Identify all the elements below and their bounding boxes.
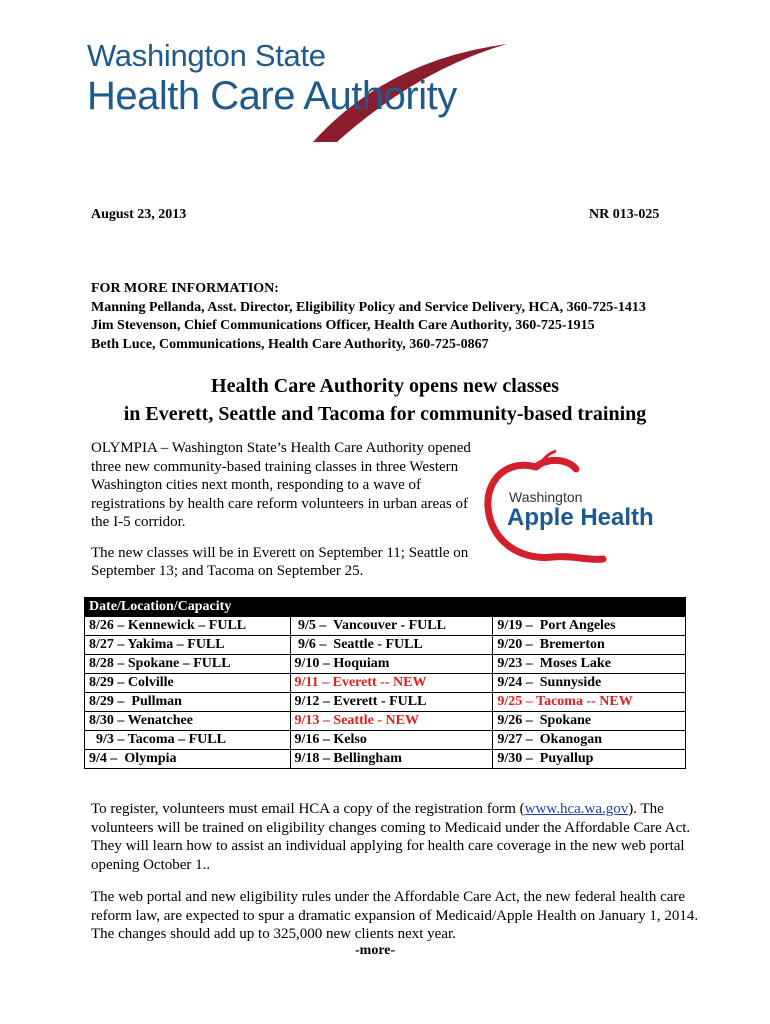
- table-header: Date/Location/Capacity: [85, 598, 686, 617]
- headline-line-1: Health Care Authority opens new classes: [211, 375, 559, 397]
- apple-logo-line-1: Washington: [509, 489, 583, 505]
- table-row: [85, 655, 686, 674]
- release-number: NR 013-025: [589, 207, 660, 222]
- apple-health-logo: [478, 449, 702, 566]
- table-cell: 9/16 – Kelso: [290, 731, 493, 750]
- table-header-row: [85, 598, 686, 617]
- table-cell: 9/23 – Moses Lake: [493, 655, 686, 674]
- table-cell: 8/29 – Pullman: [85, 693, 291, 712]
- table-cell: 9/24 – Sunnyside: [493, 674, 686, 693]
- headline: [70, 372, 700, 428]
- table-row: [85, 693, 686, 712]
- apple-logo-line-2: Apple Health: [507, 504, 654, 531]
- table-cell: 8/29 – Colville: [85, 674, 291, 693]
- table-cell: 8/30 – Wenatchee: [85, 712, 291, 731]
- table-cell: 9/13 – Seattle - NEW: [290, 712, 493, 731]
- contact-heading: FOR MORE INFORMATION:: [91, 281, 279, 296]
- table-cell: 8/27 – Yakima – FULL: [85, 636, 291, 655]
- portal-paragraph: The web portal and new eligibility rules under the Affordable Care Act, the new federal health care reform law, are expected to spur a dramatic expansion of Medicaid/Apple Health on January 1, 2014. The changes should add up to 325,000 new clients next year.: [91, 889, 699, 942]
- table-cell: 9/26 – Spokane: [493, 712, 686, 731]
- intro-paragraph-2: The new classes will be in Everett on September 11; Seattle on September 13; and Tacoma on September 25.: [91, 544, 469, 579]
- table-cell: 9/6 – Seattle - FULL: [290, 636, 493, 655]
- table-cell: 9/20 – Bremerton: [493, 636, 686, 655]
- table-row: [85, 617, 686, 636]
- table-cell: 9/5 – Vancouver - FULL: [290, 617, 493, 636]
- table-cell: 9/12 – Everett - FULL: [290, 693, 493, 712]
- register-paragraph: [91, 800, 691, 874]
- table-cell: 9/18 – Bellingham: [290, 750, 493, 769]
- hca-website-link[interactable]: www.hca.wa.gov: [524, 801, 629, 817]
- more-marker: -more-: [355, 943, 396, 958]
- table-row: [85, 750, 686, 769]
- table-cell: 9/10 – Hoquiam: [290, 655, 493, 674]
- headline-line-2: in Everett, Seattle and Tacoma for community-based training: [123, 403, 647, 425]
- contact-line: Jim Stevenson, Chief Communications Officer, Health Care Authority, 360-725-1915: [91, 318, 595, 333]
- schedule-table: [84, 597, 686, 769]
- hca-logo: [87, 30, 512, 150]
- table-cell: 9/19 – Port Angeles: [493, 617, 686, 636]
- table-cell: 9/3 – Tacoma – FULL: [85, 731, 291, 750]
- logo-line-2: Health Care Authority: [87, 74, 457, 118]
- table-row: [85, 674, 686, 693]
- register-text-before: To register, volunteers must email HCA a copy of the registration form (: [91, 801, 525, 817]
- table-cell: 9/25 – Tacoma -- NEW: [493, 693, 686, 712]
- table-cell: 9/27 – Okanogan: [493, 731, 686, 750]
- intro-paragraph-1: OLYMPIA – Washington State’s Health Care Authority opened three new community-based training classes in three Western Washington cities next month, responding to a wave of registrations by health care reform volunteers in urban areas of the I-5 corridor.: [91, 440, 471, 530]
- table-cell: 9/11 – Everett -- NEW: [290, 674, 493, 693]
- contact-block: [91, 280, 646, 354]
- table-cell: 8/26 – Kennewick – FULL: [85, 617, 291, 636]
- register-text-after: ). The volunteers will be trained on eligibility changes coming to Medicaid under the Affordable Care Act. They will learn how to assist an individual applying for health care coverage in the new web portal opening October 1..: [91, 801, 691, 873]
- contact-line: Manning Pellanda, Asst. Director, Eligibility Policy and Service Delivery, HCA, 360-725-1413: [91, 299, 646, 315]
- release-date: August 23, 2013: [91, 207, 187, 222]
- table-cell: 8/28 – Spokane – FULL: [85, 655, 291, 674]
- table-cell: 9/30 – Puyallup: [493, 750, 686, 769]
- logo-line-1: Washington State: [87, 38, 326, 73]
- table-row: [85, 712, 686, 731]
- intro-text: [91, 439, 471, 581]
- contact-line: Beth Luce, Communications, Health Care Authority, 360-725-0867: [91, 336, 489, 352]
- table-row: [85, 731, 686, 750]
- table-row: [85, 636, 686, 655]
- table-cell: 9/4 – Olympia: [85, 750, 291, 769]
